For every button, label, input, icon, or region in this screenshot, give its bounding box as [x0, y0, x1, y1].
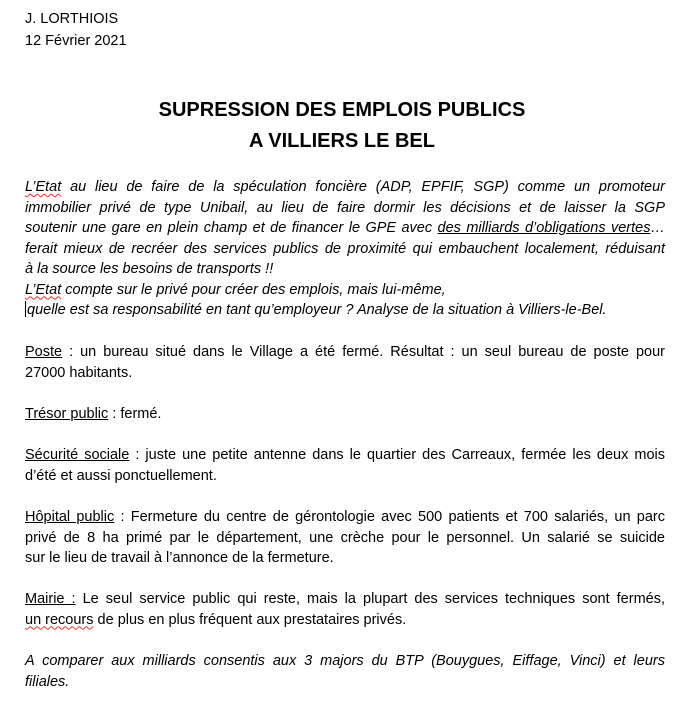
intro-paragraph [25, 177, 665, 321]
intro-line: soutenir une gare en plein champ et de financer le GPE avec des milliards d’obligations vertes… [25, 220, 665, 236]
spellcheck-etat: L’Etat [25, 179, 62, 195]
spellcheck-etat: L’Etat [25, 281, 62, 298]
conclusion-paragraph: A comparer aux milliards consentis aux 3 majors du BTP (Bouygues, Eiffage, Vinci) et leurs filiales. [25, 653, 665, 690]
title-line-1: SUPRESSION DES EMPLOIS PUBLICS [158, 99, 526, 121]
text-cursor [25, 301, 26, 317]
intro-line: ferait mieux de recréer des services publics de proximité qui embauchent localement, réduisant [25, 240, 665, 257]
intro-line: à la source les besoins de transports !! [25, 261, 274, 277]
intro-line: immobilier privé de type Unibail, au lieu de faire dormir les décisions et de laisser la SGP [25, 199, 665, 216]
underlined-phrase: des milliards d’obligations vertes [437, 220, 651, 236]
intro-line: L’Etat au lieu de faire de la spéculation foncière (ADP, EPFIF, SGP) comme un promoteur [25, 179, 665, 195]
section-hopital: Hôpital public : Fermeture du centre de gérontologie avec 500 patients et 700 salariés, un parc privé de 8 ha primé par le département, une crèche pour le personnel. Un salarié se suicide sur le lieu de travail à l’annonce de la fermeture. [25, 509, 665, 566]
intro-line: L’Etat compte sur le privé pour créer des emplois, mais lui-même, [25, 281, 446, 298]
title-line-2: A VILLIERS LE BEL [249, 130, 435, 152]
section-label-poste: Poste [25, 344, 63, 360]
section-label-hopital: Hôpital public [25, 509, 115, 525]
section-label-secu: Sécurité sociale [25, 447, 130, 463]
section-label-mairie: Mairie : [25, 591, 76, 607]
section-label-tresor: Trésor public [25, 406, 109, 422]
section-tresor: Trésor public : fermé. [25, 406, 162, 422]
intro-line: quelle est sa responsabilité en tant qu’employeur ? Analyse de la situation à Villiers-le-Bel. [27, 302, 607, 318]
section-securite-sociale: Sécurité sociale : juste une petite antenne dans le quartier des Carreaux, fermée les deux mois d’été et aussi ponctuellement. [25, 447, 666, 484]
section-mairie: Mairie : Le seul service public qui reste, mais la plupart des services techniques sont fermés, un recours de plus en plus fréquent aux prestataires privés. [25, 591, 666, 628]
author-name: J. LORTHIOIS [25, 11, 119, 27]
section-poste: Poste : un bureau situé dans le Village a été fermé. Résultat : un seul bureau de poste pour 27000 habitants. [25, 344, 665, 381]
document-date: 12 Février 2021 [25, 33, 127, 49]
spellcheck-recours: un recours [25, 611, 94, 628]
